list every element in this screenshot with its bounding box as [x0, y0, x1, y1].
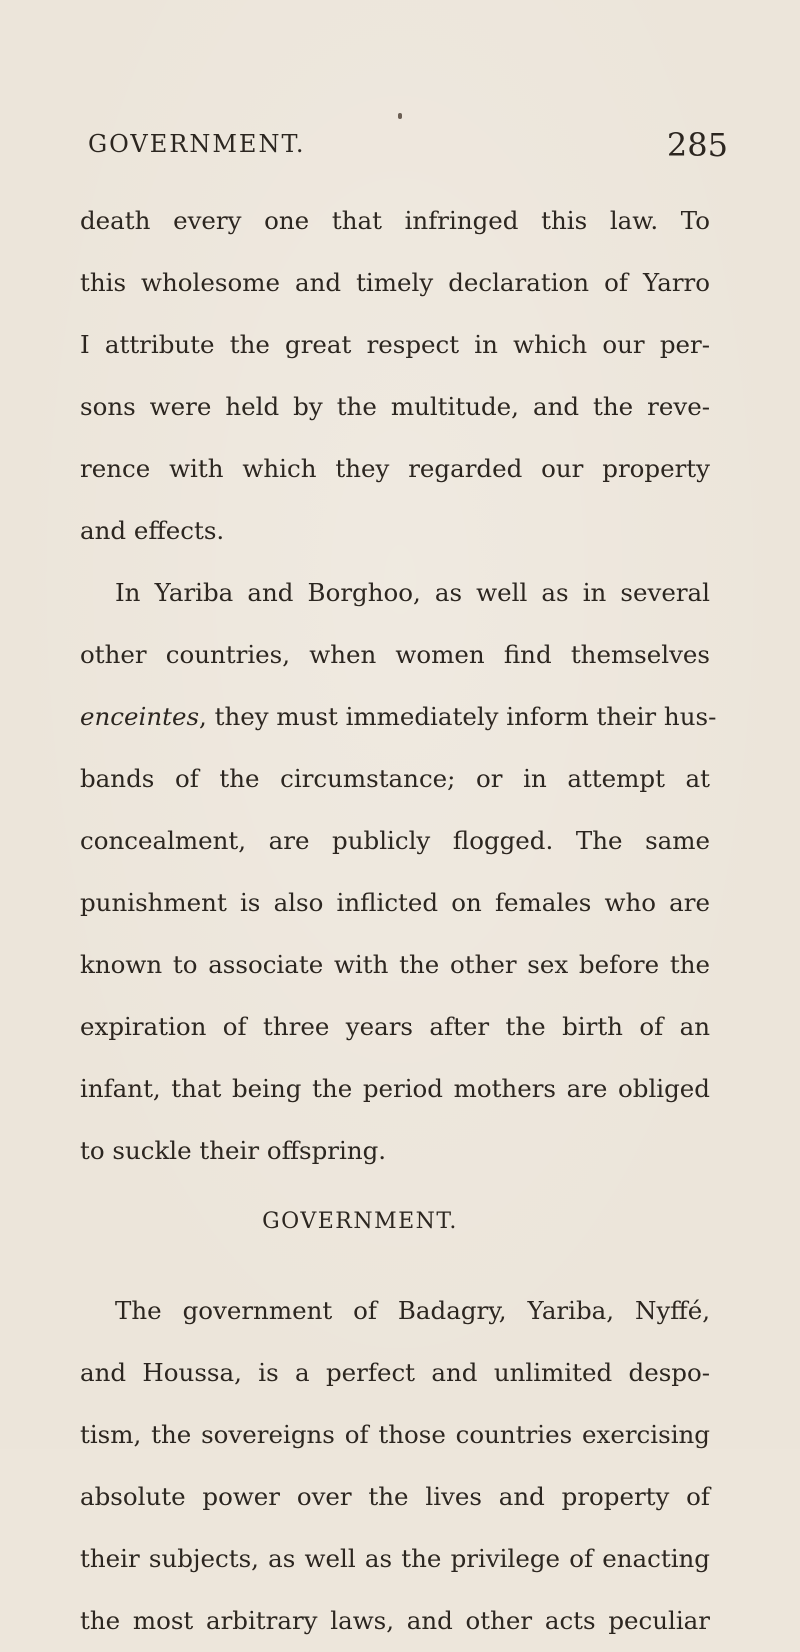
text-line: bands of the circumstance; or in attempt at — [80, 764, 710, 793]
page-number: 285 — [666, 126, 728, 164]
text-line: the most arbitrary laws, and other acts peculiar — [80, 1606, 710, 1635]
running-head: GOVERNMENT. — [88, 130, 306, 158]
text-line: concealment, are publicly flogged. The same — [80, 826, 710, 855]
italic-word: enceintes — [80, 702, 200, 731]
text-line: their subjects, as well as the privilege of enacting — [80, 1544, 710, 1573]
text-line: and Houssa, is a perfect and unlimited despo- — [80, 1358, 710, 1387]
text-line: death every one that infringed this law. To — [80, 206, 710, 235]
body-text — [80, 190, 717, 1652]
text-line: absolute power over the lives and property of — [80, 1482, 710, 1511]
text-line: tism, the sovereigns of those countries exercising — [80, 1420, 710, 1449]
text-line: sons were held by the multitude, and the reve- — [80, 392, 710, 421]
text-line: other countries, when women find themselves — [80, 640, 710, 669]
text-line: The government of Badagry, Yariba, Nyffé, — [115, 1296, 710, 1325]
text-line: I attribute the great respect in which our per- — [80, 330, 710, 359]
text-line: and effects. — [80, 516, 225, 545]
text-line: In Yariba and Borghoo, as well as in several — [115, 578, 710, 607]
section-heading: GOVERNMENT. — [262, 1209, 458, 1234]
text-line: rence with which they regarded our property — [80, 454, 710, 483]
text-line: punishment is also inflicted on females who are — [80, 888, 710, 917]
text-line: this wholesome and timely declaration of Yarro — [80, 268, 710, 297]
ink-speck — [398, 113, 402, 119]
text-line: to suckle their offspring. — [80, 1136, 387, 1165]
text-line-italic: enceintes, they must immediately inform their hus- — [80, 702, 717, 731]
text-line: expiration of three years after the birth of an — [80, 1012, 710, 1041]
page-header — [80, 126, 728, 170]
text-line: known to associate with the other sex before the — [80, 950, 710, 979]
text-line: infant, that being the period mothers are obliged — [80, 1074, 710, 1103]
